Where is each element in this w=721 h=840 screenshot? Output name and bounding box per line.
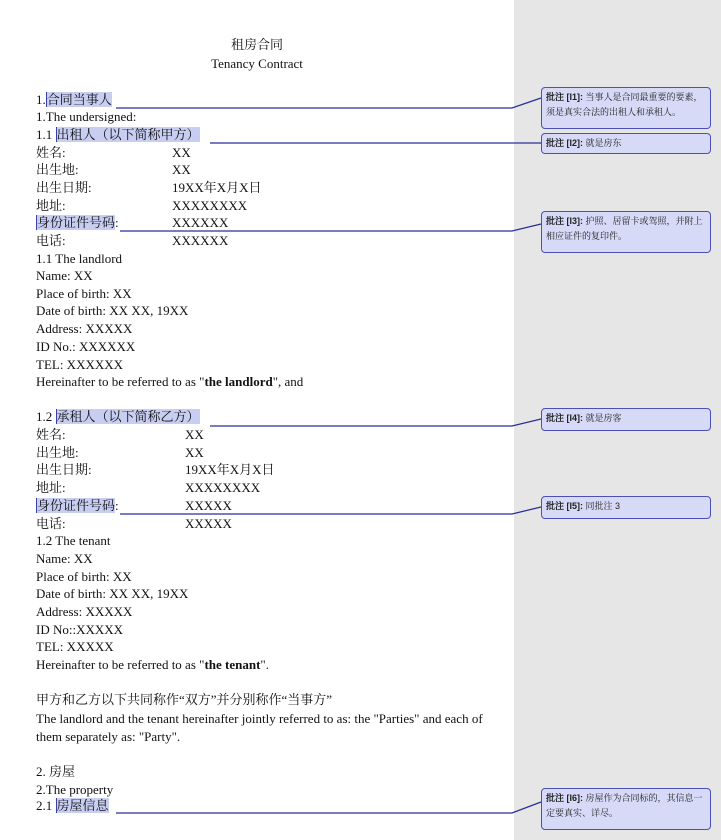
landlord-en-heading: 1.1 The landlord	[36, 251, 123, 266]
tenant-en-name: Name: XX	[36, 551, 93, 566]
comment-2[interactable]: 批注 [I2]: 就是房东	[541, 133, 711, 154]
highlight-s12[interactable]: 承租人（以下简称乙方）	[56, 409, 200, 424]
landlord-en-birthdate: Date of birth: XX XX, 19XX	[36, 303, 189, 318]
tenant-en-reference: Hereinafter to be referred to as "the tenant".	[36, 657, 269, 672]
landlord-address-value: XXXXXXXX	[172, 198, 248, 213]
landlord-tel-label: 电话:	[36, 233, 66, 248]
landlord-en-reference: Hereinafter to be referred to as "the landlord", and	[36, 374, 304, 389]
section-1-1-heading: 1.1 出租人（以下简称甲方）	[36, 127, 200, 142]
tenant-birthdate-label: 出生日期:	[36, 462, 92, 477]
parties-english-line-1: The landlord and the tenant hereinafter jointly referred to as: the "Parties" and each of	[36, 711, 483, 726]
section-2-english: 2.The property	[36, 782, 114, 797]
comment-6[interactable]: 批注 [I6]: 房屋作为合同标的，其信息一定要真实、详尽。	[541, 788, 711, 830]
highlight-id-landlord[interactable]: 身份证件号码	[37, 215, 116, 230]
tenant-en-address: Address: XXXXX	[36, 604, 133, 619]
tenant-birthdate-value: 19XX年X月X日	[185, 462, 275, 477]
tenant-en-heading: 1.2 The tenant	[36, 533, 111, 548]
comment-3[interactable]: 批注 [I3]: 护照、居留卡或驾照，并附上相应证件的复印件。	[541, 211, 711, 253]
section-2-1-heading: 2.1 房屋信息	[36, 798, 109, 813]
tenant-name-value: XX	[185, 427, 204, 442]
landlord-en-tel: TEL: XXXXXX	[36, 357, 124, 372]
landlord-birthplace-value: XX	[172, 162, 191, 177]
tenant-address-label: 地址:	[36, 480, 66, 495]
title-chinese: 租房合同	[230, 37, 283, 52]
tenant-tel-value: XXXXX	[185, 516, 232, 531]
landlord-tel-value: XXXXXX	[172, 233, 229, 248]
comment-5[interactable]: 批注 [I5]: 同批注 3	[541, 496, 711, 519]
tenant-birthplace-label: 出生地:	[36, 445, 79, 460]
title-english: Tenancy Contract	[211, 56, 303, 71]
section-2-heading: 2. 房屋	[36, 764, 76, 779]
landlord-birthdate-value: 19XX年X月X日	[172, 180, 262, 195]
section-1-2-heading: 1.2 承租人（以下简称乙方）	[36, 409, 200, 424]
tenant-en-id: ID No::XXXXX	[36, 622, 124, 637]
tenant-name-label: 姓名:	[36, 427, 66, 442]
landlord-name-label: 姓名:	[36, 145, 66, 160]
section-1-english: 1.The undersigned:	[36, 109, 137, 124]
tenant-id-value: XXXXX	[185, 498, 232, 513]
landlord-en-address: Address: XXXXX	[36, 321, 133, 336]
tenant-en-tel: TEL: XXXXX	[36, 639, 114, 654]
highlight-s1[interactable]: 合同当事人	[46, 92, 112, 107]
tenant-id-label: 身份证件号码:	[37, 498, 119, 513]
section-1-heading: 1.合同当事人	[36, 92, 112, 107]
highlight-s21[interactable]: 房屋信息	[56, 798, 109, 813]
tenant-tel-label: 电话:	[36, 516, 66, 531]
parties-chinese: 甲方和乙方以下共同称作“双方”并分别称作“当事方”	[36, 692, 333, 707]
landlord-address-label: 地址:	[36, 198, 66, 213]
tenant-birthplace-value: XX	[185, 445, 204, 460]
landlord-en-id: ID No.: XXXXXX	[36, 339, 136, 354]
parties-english-line-2: them separately as: "Party".	[36, 729, 181, 744]
landlord-birthdate-label: 出生日期:	[36, 180, 92, 195]
highlight-id-tenant[interactable]: 身份证件号码	[37, 498, 116, 513]
landlord-birthplace-label: 出生地:	[36, 162, 79, 177]
landlord-name-value: XX	[172, 145, 191, 160]
comment-4[interactable]: 批注 [I4]: 就是房客	[541, 408, 711, 431]
tenant-address-value: XXXXXXXX	[185, 480, 261, 495]
landlord-id-label: 身份证件号码:	[37, 215, 119, 230]
tenant-en-birthplace: Place of birth: XX	[36, 569, 132, 584]
landlord-en-birthplace: Place of birth: XX	[36, 286, 132, 301]
comment-1[interactable]: 批注 [I1]: 当事人是合同最重要的要素，须是真实合法的出租人和承租人。	[541, 87, 711, 129]
tenant-en-birthdate: Date of birth: XX XX, 19XX	[36, 586, 189, 601]
landlord-en-name: Name: XX	[36, 268, 93, 283]
highlight-s11[interactable]: 出租人（以下简称甲方）	[56, 127, 200, 142]
landlord-id-value: XXXXXX	[172, 215, 229, 230]
